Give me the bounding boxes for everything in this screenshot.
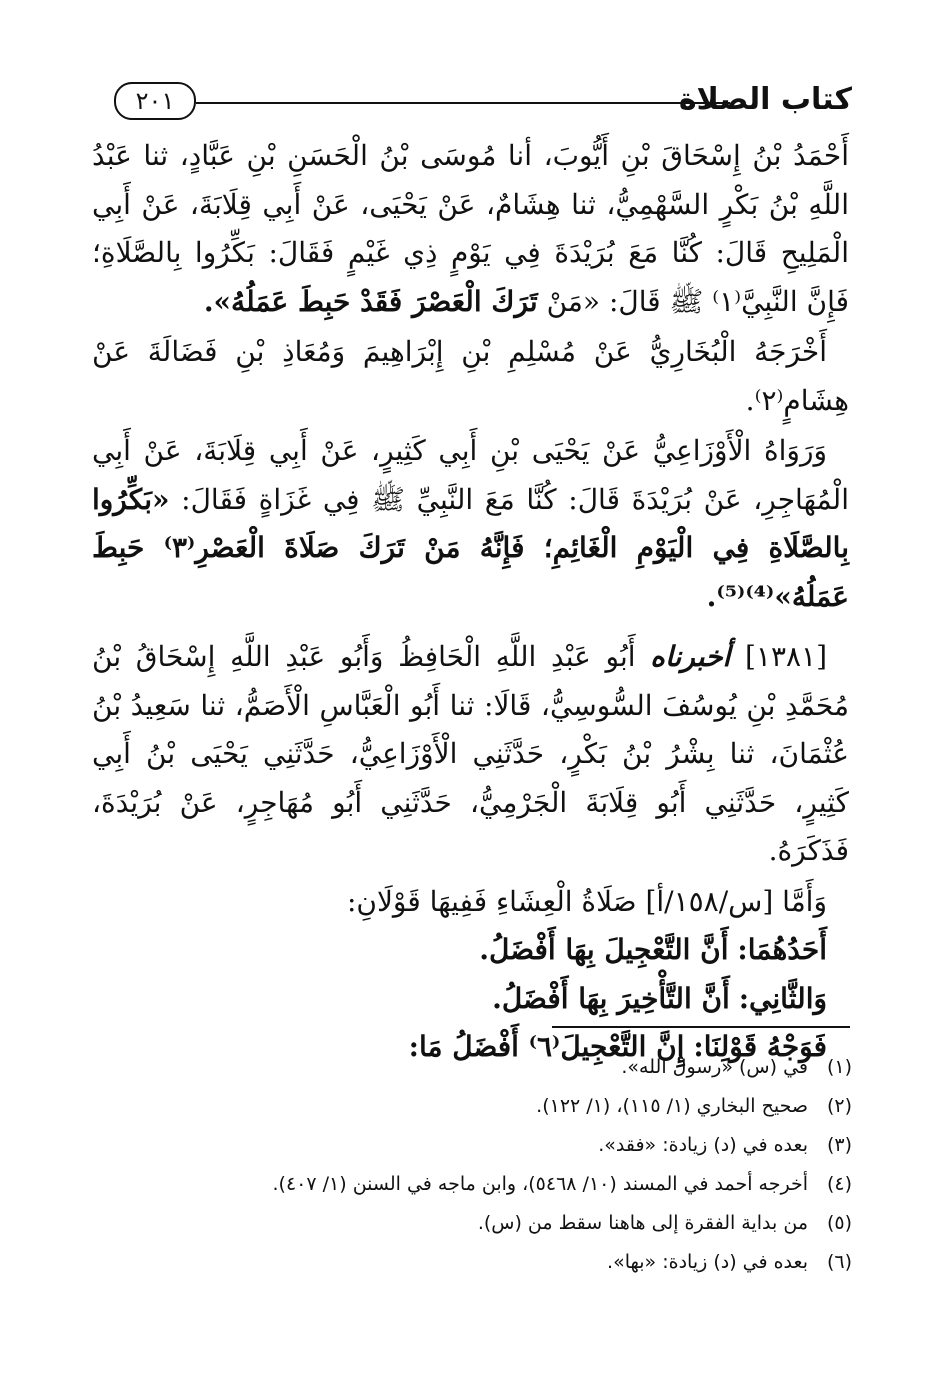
paragraph-2: أَخْرَجَهُ الْبُخَارِيُّ عَنْ مُسْلِمِ بْنِ إِبْرَاهِيمَ وَمُعَاذِ بْنِ فَضَالَةَ عَنْ هِشَامٍ⁽٢⁾. (92, 335, 849, 417)
entry-1381 (92, 633, 849, 876)
third-line-label: فَوَجْهُ قَوْلِنَا: (693, 1030, 827, 1063)
header-rule (196, 102, 730, 104)
footnote-2 (92, 1087, 852, 1126)
footnote-rule (552, 1026, 850, 1028)
isha-line: وَأَمَّا [س/١٥٨/أ] صَلَاةُ الْعِشَاءِ فَفِيهَا قَوْلَانِ: (346, 884, 827, 918)
first-opinion-text: أَنَّ التَّعْجِيلَ بِهَا أَفْضَلُ. (479, 933, 729, 966)
footnote-text: بعده في (د) زيادة: «فقد». (598, 1134, 808, 1156)
paragraph-1-text: أَحْمَدُ بْنُ إِسْحَاقَ بْنِ أَيُّوبَ، أنا مُوسَى بْنُ الْحَسَنِ بْنِ عَبَّادٍ، ثنا عَبْدُ اللَّهِ بْنُ بَكْرٍ السَّهْمِيُّ، ثنا هِشَامٌ، عَنْ يَحْيَى، عَنْ أَبِي قِلَابَةَ، عَنْ أَبِي الْمَلِيحِ قَالَ: كُنَّا مَعَ بُرَيْدَةَ فِي يَوْمٍ ذِي غَيْمٍ فَقَالَ: بَكِّرُوا بِالصَّلَاةِ؛ فَإِنَّ النَّبِيَّ⁽١⁾ ﷺ قَالَ: «مَنْ (92, 139, 849, 318)
page-number: ٢٠١ (114, 82, 196, 120)
footnote-text: صحيح البخاري (١/ ١١٥)، (١/ ١٢٢). (536, 1095, 808, 1117)
paragraph-1-hadith: تَرَكَ الْعَصْرَ فَقَدْ حَبِطَ عَمَلُهُ». (203, 284, 538, 318)
footnote-4 (92, 1165, 852, 1204)
footnote-3 (92, 1126, 852, 1165)
footnote-text: في (س) «رسول الله». (621, 1056, 808, 1078)
footnote-5 (92, 1204, 852, 1243)
footnote-text: من بداية الفقرة إلى هاهنا سقط من (س). (477, 1212, 808, 1234)
footnote-number: (٢) (826, 1095, 852, 1117)
paragraph-3-text: وَرَوَاهُ الْأَوْزَاعِيُّ عَنْ يَحْيَى بْنِ أَبِي كَثِيرٍ، عَنْ أَبِي قِلَابَةَ، عَنْ أَبِي الْمُهَاجِرِ، عَنْ بُرَيْدَةَ قَالَ: كُنَّا مَعَ النَّبِيِّ ﷺ فِي غَزَاةٍ فَقَالَ: (92, 434, 849, 516)
page-body (92, 132, 849, 1072)
footnote-text: أخرجه أحمد في المسند (١٠/ ٥٤٦٨)، وابن ماجه في السنن (١/ ٤٠٧). (272, 1173, 808, 1195)
entry-number: [١٣٨١] (744, 640, 828, 673)
footnote-text: بعده في (د) زيادة: «بها». (607, 1251, 808, 1273)
paragraph-3-hadith: «بَكِّرُوا بِالصَّلَاةِ فِي الْيَوْمِ الْغَائِمِ؛ فَإِنَّهُ مَنْ تَرَكَ صَلَاةَ الْعَصْرِ⁽٣⁾ حَبِطَ عَمَلُهُ»⁽⁴⁾⁽⁵⁾. (92, 482, 849, 613)
footnote-number: (٤) (826, 1173, 852, 1195)
footnote-number: (٣) (826, 1134, 852, 1156)
footnote-6 (92, 1243, 852, 1282)
page-header (110, 78, 850, 124)
entry-text: أَبُو عَبْدِ اللَّهِ الْحَافِظُ وَأَبُو عَبْدِ اللَّهِ إِسْحَاقُ بْنُ مُحَمَّدِ بْنِ يُوسُفَ السُّوسِيُّ، قَالَا: ثنا أَبُو الْعَبَّاسِ الْأَصَمُّ، ثنا سَعِيدُ بْنُ عُثْمَانَ، ثنا بِشْرُ بْنُ بَكْرٍ، حَدَّثَنِي الْأَوْزَاعِيُّ، حَدَّثَنِي يَحْيَى بْنُ أَبِي كَثِيرٍ، حَدَّثَنِي أَبُو قِلَابَةَ الْجَرْمِيُّ، حَدَّثَنِي أَبُو مُهَاجِرٍ، عَنْ بُرَيْدَةَ، فَذَكَرَهُ. (92, 640, 850, 867)
footnote-number: (٥) (826, 1212, 852, 1234)
first-opinion (92, 926, 849, 975)
second-opinion-label: وَالثَّانِي: (738, 981, 827, 1015)
entry-keyword: أخبرناه (650, 640, 731, 673)
second-opinion (92, 975, 849, 1024)
paragraph-3 (92, 427, 849, 621)
footnote-number: (٦) (826, 1251, 852, 1273)
footnotes (92, 1048, 852, 1282)
footnote-number: (١) (826, 1056, 852, 1078)
third-line-text: إِنَّ التَّعْجِيلَ⁽٦⁾ أَفْضَلُ مَا: (408, 1030, 685, 1063)
chapter-title: كتاب الصلاة (678, 82, 852, 117)
paragraph-1 (92, 132, 849, 326)
footnote-1 (92, 1048, 852, 1087)
second-opinion-text: أَنَّ التَّأْخِيرَ بِهَا أَفْضَلُ. (492, 981, 730, 1015)
first-opinion-label: أَحَدُهُمَا: (737, 933, 827, 966)
